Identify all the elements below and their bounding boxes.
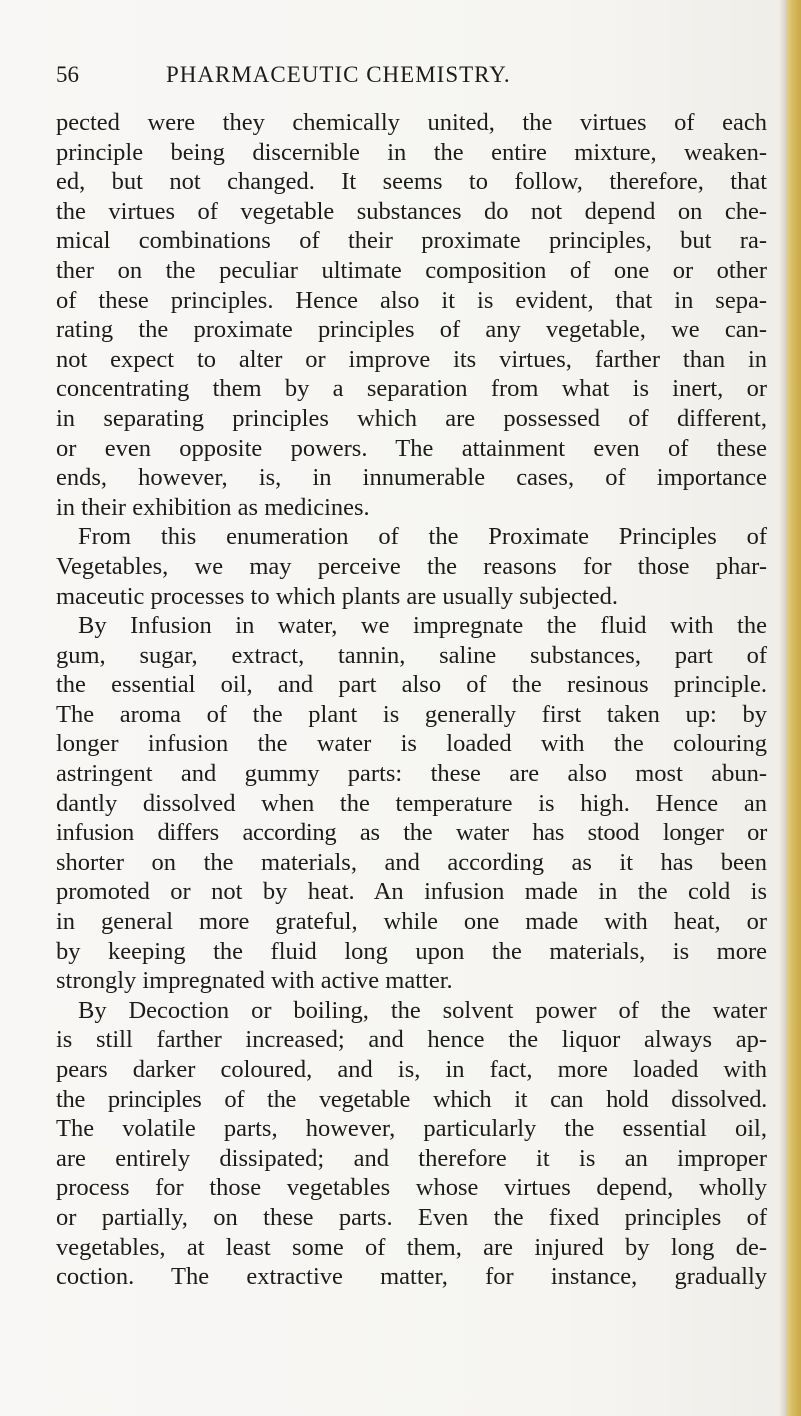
text-line: rating the proximate principles of any vegetable, we can- — [56, 316, 767, 344]
text-line: infusion differs according as the water has stood longer or — [56, 819, 767, 847]
paragraph-end-line: in their exhibition as medicines. — [56, 493, 370, 521]
text-line: vegetables, at least some of them, are injured by long de- — [56, 1233, 767, 1261]
text-line: ther on the peculiar ultimate composition of one or other — [56, 256, 767, 284]
text-line: shorter on the materials, and according as it has been — [56, 848, 767, 876]
text-line: the virtues of vegetable substances do not depend on che- — [56, 197, 767, 225]
paragraph-start-line: By Decoction or boiling, the solvent power of the water — [78, 996, 767, 1024]
text-line: pears darker coloured, and is, in fact, more loaded with — [56, 1056, 767, 1083]
text-line: of these principles. Hence also it is evident, that in sepa- — [56, 286, 767, 314]
text-line: process for those vegetables whose virtues depend, wholly — [56, 1174, 767, 1202]
text-line: the essential oil, and part also of the resinous principle. — [56, 671, 767, 699]
text-line: promoted or not by heat. An infusion made in the cold is — [56, 878, 767, 906]
gilt-page-edge — [785, 0, 801, 1416]
text-line: the principles of the vegetable which it can hold dissolved. — [56, 1085, 767, 1113]
page-header — [56, 62, 776, 92]
text-line: The aroma of the plant is generally first taken up: by — [56, 700, 767, 728]
text-line: ends, however, is, in innumerable cases, of importance — [56, 464, 767, 492]
paragraph-start-line: From this enumeration of the Proximate Principles of — [78, 523, 767, 551]
text-line: in separating principles which are possessed of different, — [56, 404, 767, 432]
text-line: The volatile parts, however, particularly the essential oil, — [56, 1115, 767, 1143]
text-line: Vegetables, we may perceive the reasons for those phar- — [56, 552, 767, 580]
text-line: concentrating them by a separation from what is inert, or — [56, 375, 767, 403]
paragraph-end-line: maceutic processes to which plants are usually subjected. — [56, 582, 618, 610]
text-line: mical combinations of their proximate principles, but ra- — [56, 227, 767, 255]
text-line: gum, sugar, extract, tannin, saline substances, part of — [56, 641, 767, 669]
text-line: not expect to alter or improve its virtues, farther than in — [56, 345, 767, 373]
text-line: dantly dissolved when the temperature is high. Hence an — [56, 789, 767, 817]
paragraph-end-line: strongly impregnated with active matter. — [56, 967, 453, 995]
text-line: or even opposite powers. The attainment even of these — [56, 434, 767, 462]
running-title: PHARMACEUTIC CHEMISTRY. — [166, 62, 511, 87]
body-text — [56, 108, 767, 1292]
text-line: coction. The extractive matter, for instance, gradually — [56, 1263, 767, 1291]
text-line: or partially, on these parts. Even the fixed principles of — [56, 1203, 767, 1231]
text-line: by keeping the fluid long upon the materials, is more — [56, 937, 767, 965]
text-line: pected were they chemically united, the virtues of each — [56, 109, 767, 136]
page-number: 56 — [56, 62, 79, 87]
paragraph-start-line: By Infusion in water, we impregnate the fluid with the — [78, 612, 767, 640]
text-line: ed, but not changed. It seems to follow, therefore, that — [56, 168, 767, 196]
text-line: principle being discernible in the entire mixture, weaken- — [56, 138, 767, 166]
text-line: are entirely dissipated; and therefore it is an improper — [56, 1144, 767, 1172]
text-line: longer infusion the water is loaded with the colouring — [56, 730, 767, 758]
text-line: in general more grateful, while one made with heat, or — [56, 908, 767, 936]
text-line: is still farther increased; and hence the liquor always ap- — [56, 1026, 767, 1054]
text-line: astringent and gummy parts: these are also most abun- — [56, 760, 767, 788]
